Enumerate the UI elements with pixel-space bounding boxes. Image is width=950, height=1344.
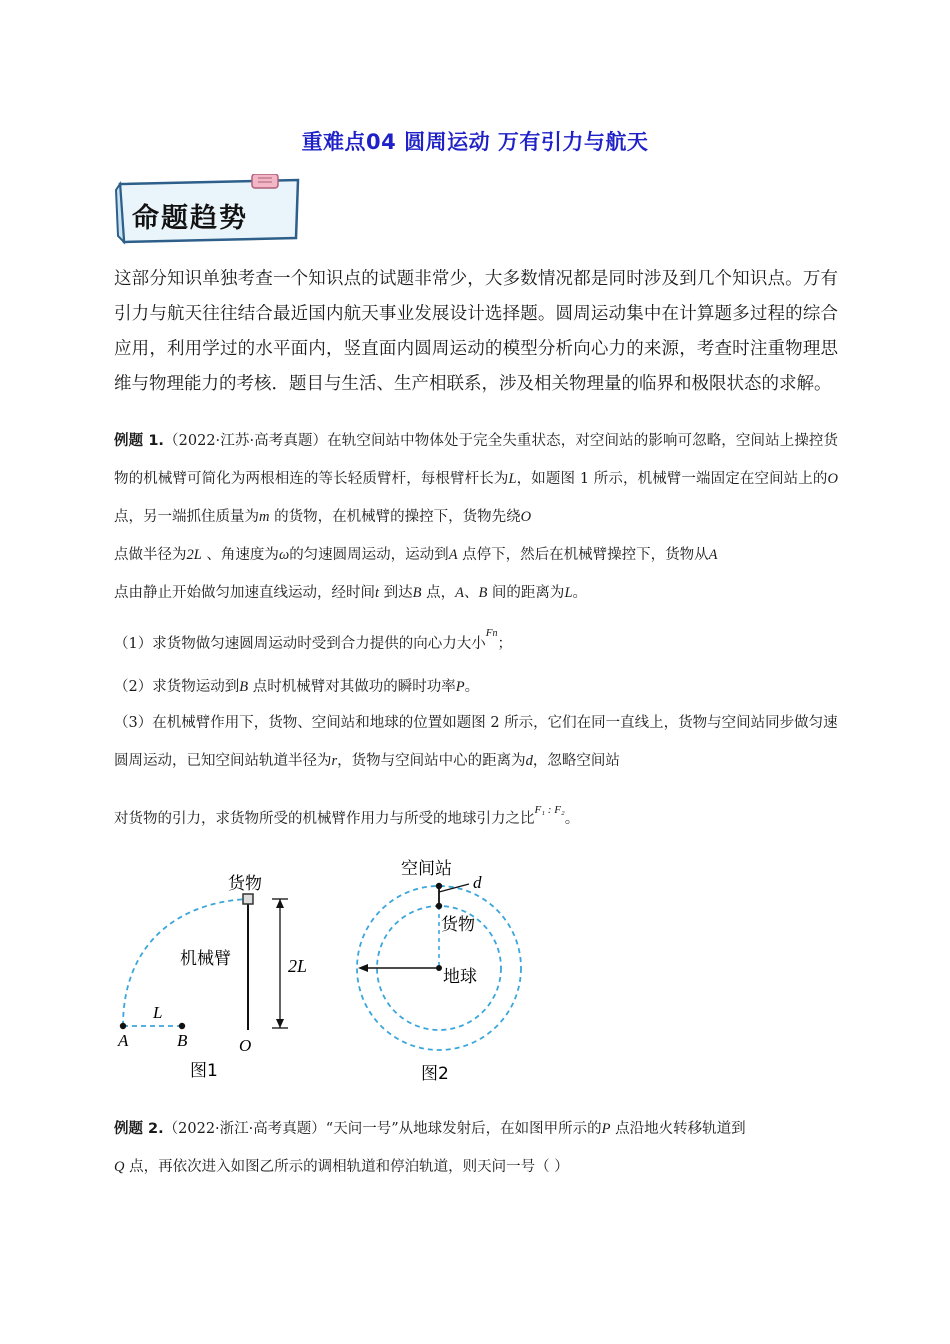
fig2-earth-label: 地球 <box>443 967 477 987</box>
fig1-2l-label: 2L <box>288 956 308 976</box>
intro-paragraph: 这部分知识单独考查一个知识点的试题非常少，大多数情况都是同时涉及到几个知识点。万有引力与航天往往结合最近国内航天事业发展设计选择题。圆周运动集中在计算题多过程的综合应用，利用学过的水平面内，竖直面内圆周运动的模型分析向心力的来源，考查时注重物理思维与物理能力的考核．题目与生活、生产相联系，涉及相关物理量的临界和极限状态的求解。 <box>114 269 838 394</box>
point-a <box>120 1023 126 1029</box>
fig1-a-label: A <box>118 1031 129 1050</box>
question-2: （2）求货物运动到B 点时机械臂对其做功的瞬时功率P。 <box>114 679 480 695</box>
question-3: （3）在机械臂作用下，货物、空间站和地球的位置如题图 2 所示，它们在同一直线上，货物与空间站同步做匀速圆周运动，已知空间站轨道半径为r，货物与空间站中心的距离为d，忽略空间站 <box>114 715 838 769</box>
banner-label: 命题趋势 <box>132 203 248 234</box>
fig2-cargo-label: 货物 <box>441 915 475 935</box>
fig1-arm-label: 机械臂 <box>180 949 231 969</box>
example-1-label: 例题 1. <box>114 433 164 449</box>
example-1-source: （2022·江苏·高考真题） <box>163 433 328 449</box>
fig1-caption: 图1 <box>190 1061 218 1081</box>
example-1-text: 例题 1.（2022·江苏·高考真题）在轨空间站中物体处于完全失重状态，对空间站的影响可忽略，空间站上操控货物的机械臂可简化为两根相连的等长轻质臂杆，每根臂杆长为L，如题图 1 所示，机械臂一端固定在空间站上的O 点，另一端抓住质量为m 的货物，在机械臂的操控下，货物先绕O 点做半径为2L 、角速度为ω的匀速圆周运动，运动到A 点停下，然后在机械臂操控下，货物从A 点由静止开始做匀加速直线运动，经时间t 到达B 点，A、B 间的距离为L。 <box>114 433 838 601</box>
earth-point <box>436 965 442 971</box>
fig2-caption: 图2 <box>421 1064 449 1084</box>
fig2-station-label: 空间站 <box>401 859 452 879</box>
fig2-d-label: d <box>473 873 482 892</box>
cargo-box-icon <box>243 894 253 904</box>
figure-1 <box>110 862 320 1087</box>
fig1-b-label: B <box>177 1031 188 1050</box>
example-2-source: （2022·浙江·高考真题） <box>163 1121 326 1137</box>
example-2-label: 例题 2. <box>114 1121 164 1137</box>
station-point <box>436 883 442 889</box>
point-b <box>179 1023 185 1029</box>
example-2-text: 例题 2.（2022·浙江·高考真题）“天问一号”从地球发射后，在如图甲所示的P 点沿地火转移轨道到 Q 点，再依次进入如图乙所示的调相轨道和停泊轨道，则天问一号（ ） <box>114 1121 746 1175</box>
question-3-cont: 对货物的引力，求货物所受的机械臂作用力与所受的地球引力之比$^{F_1 : F_2}$。 <box>114 804 580 827</box>
figure-2 <box>345 852 535 1092</box>
question-1: （1）求货物做匀速圆周运动时受到合力提供的向心力大小$^{Fn}$； <box>114 627 512 652</box>
fig1-o-label: O <box>239 1036 252 1055</box>
fig1-l-label: L <box>153 1003 163 1022</box>
fig1-cargo-label: 货物 <box>228 874 262 894</box>
page-title: 重难点04 圆周运动 万有引力与航天 <box>301 130 649 154</box>
cargo-point <box>436 903 442 909</box>
